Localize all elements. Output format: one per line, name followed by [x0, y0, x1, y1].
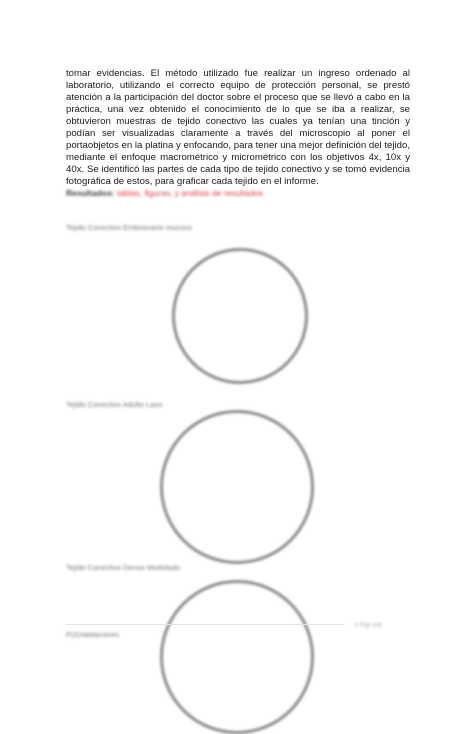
results-heading	[66, 188, 263, 198]
footer-right-logo: ≡ Pip·ino	[354, 622, 382, 629]
drawing-circle-3	[160, 580, 314, 734]
footer-divider	[66, 624, 344, 625]
footer-left-text: P(S)Validaciones	[66, 632, 120, 639]
drawing-circle-1	[172, 248, 308, 384]
body-paragraph: tomar evidencias. El método utilizado fue realizar un ingreso ordenado al laboratorio, utilizando el correcto equipo de protección personal, se prestó atención a la participación del doctor sobre el proceso que se llevó a cabo en la práctica, una vez obtenido el conocimiento de lo que se iba a realizar, se obtuvieron muestras de tejido conectivo las cuales ya tenían una tinción y podían ser visualizadas claramente a través del microscopio al poner el portaobjetos en la platina y enfocando, para tener una mejor definición del tejido, mediante el enfoque macrométrico y micrométrico con los objetivos 4x, 10x y 40x. Se identificó las partes de cada tipo de tejido conectivo y se tomó evidencia fotográfica de estos, para graficar cada tejido en el informe.	[66, 67, 410, 187]
caption-denso-modelado: Tejido Conectivo Denso Modelado	[66, 563, 180, 572]
drawing-circle-2	[160, 410, 314, 564]
caption-adulto-laxo: Tejido Conectivo Adulto Laxo	[66, 400, 163, 409]
caption-embrionario: Tejido Conectivo Embrionario mucoso	[66, 223, 192, 232]
results-detail: tablas, figuras, y análisis de resultados	[117, 188, 264, 198]
results-label: Resultados:	[66, 188, 115, 198]
